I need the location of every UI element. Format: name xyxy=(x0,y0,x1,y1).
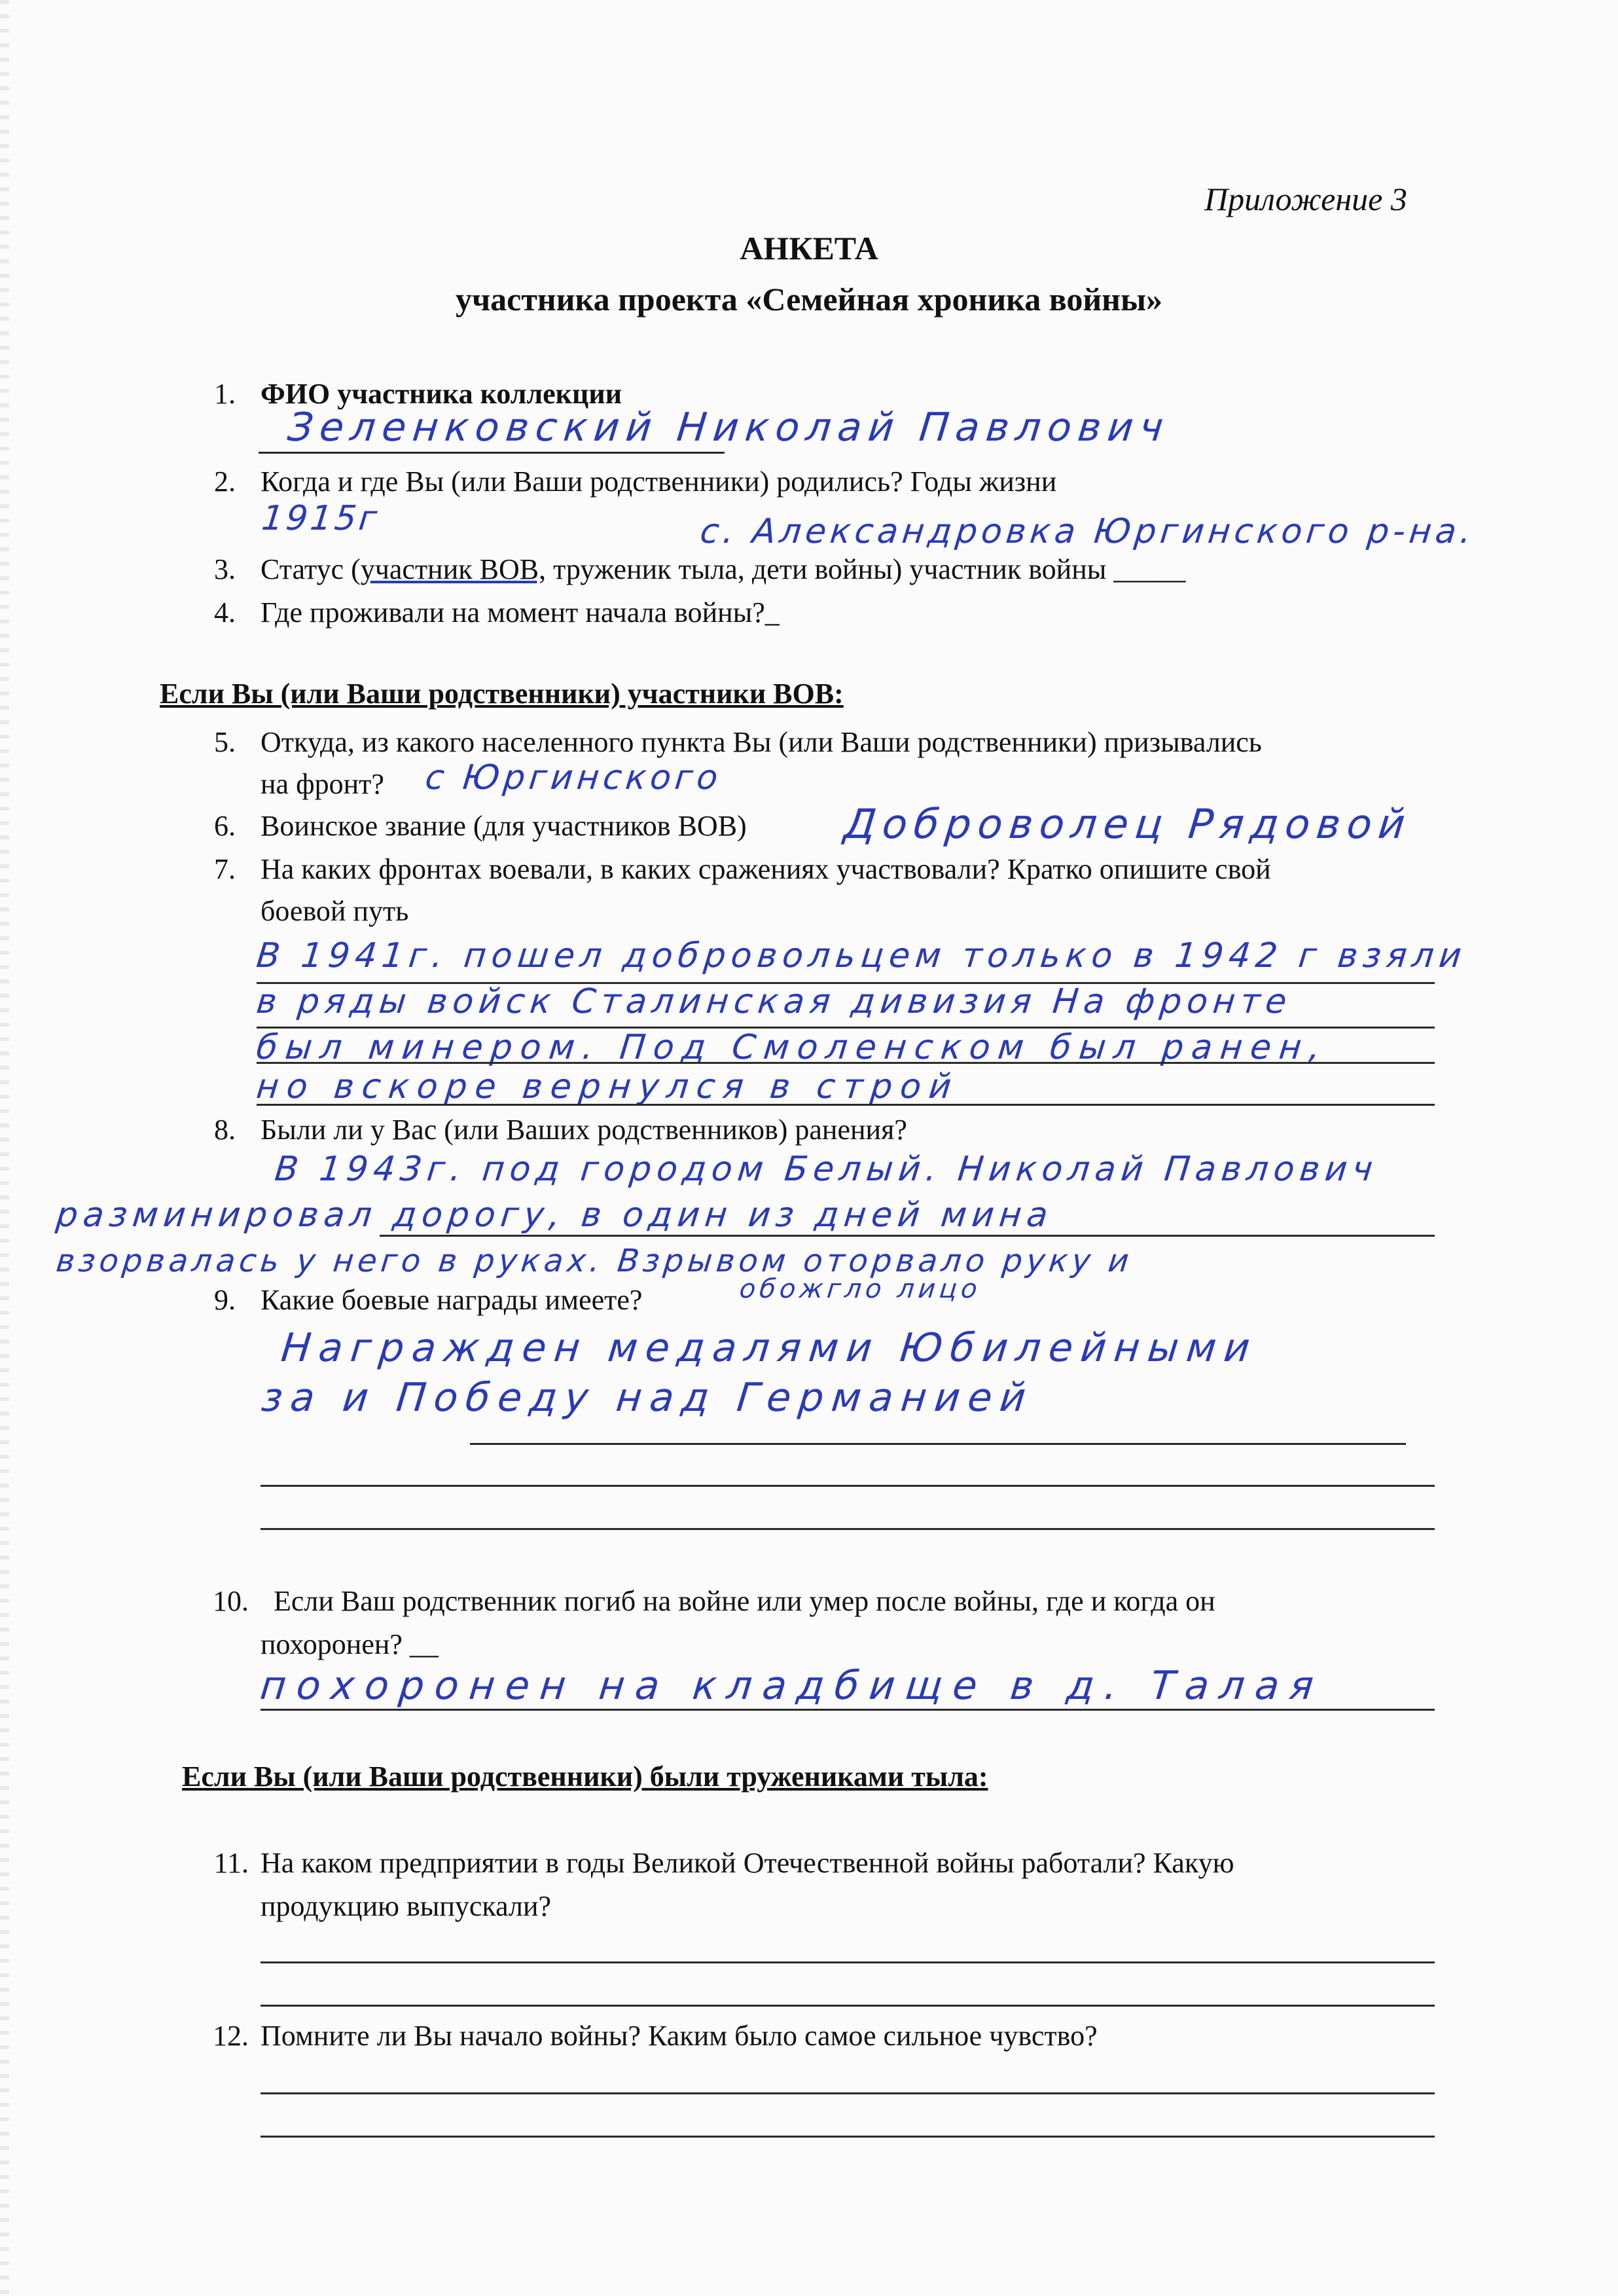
question-number: 4. xyxy=(214,596,236,629)
answer-line xyxy=(261,2092,1435,2094)
answer-line xyxy=(261,1528,1435,1530)
question-5-line2: на фронт? xyxy=(261,768,384,800)
question-3-pre: Статус ( xyxy=(261,553,361,585)
answer-line xyxy=(380,1235,1435,1237)
answer-line xyxy=(261,1961,1435,1963)
question-5-line1: Откуда, из какого населенного пункта Вы (или Ваши родственники) призывались xyxy=(261,726,1262,758)
appendix-label: Приложение 3 xyxy=(1204,181,1407,217)
status-selected: участник ВОВ, xyxy=(360,553,547,585)
answer-line xyxy=(261,1485,1435,1487)
question-7-line2: боевой путь xyxy=(261,895,409,927)
answer-name: Зеленковский Николай Павлович xyxy=(285,405,1172,450)
section-home-front: Если Вы (или Ваши родственники) были тружениками тыла: xyxy=(182,1760,988,1793)
question-8-text: Были ли у Вас (или Ваших родственников) ранения? xyxy=(261,1114,907,1146)
question-number: 8. xyxy=(214,1114,236,1146)
page-title: АНКЕТА xyxy=(740,230,878,266)
answer-wounds-line: разминировал дорогу, в один из дней мина xyxy=(54,1195,1055,1235)
question-number: 6. xyxy=(214,810,236,842)
answer-line xyxy=(259,452,725,454)
question-7-line1: На каких фронтах воевали, в каких сражениях участвовали? Кратко опишите свой xyxy=(261,853,1271,885)
section-veterans: Если Вы (или Ваши родственники) участники ВОВ: xyxy=(160,678,844,710)
scan-edge xyxy=(0,0,9,2296)
question-3-text xyxy=(261,553,1185,587)
answer-path-line: в ряды войск Сталинская дивизия На фронте xyxy=(254,982,1294,1021)
question-6-text: Воинское звание (для участников ВОВ) xyxy=(261,810,747,842)
question-2-text: Когда и где Вы (или Ваши родственники) родились? Годы жизни xyxy=(261,465,1057,498)
question-number: 7. xyxy=(214,853,236,885)
question-4-text: Где проживали на момент начала войны?_ xyxy=(261,596,780,629)
answer-line xyxy=(261,2136,1435,2138)
question-number: 9. xyxy=(214,1284,236,1316)
question-number: 1. xyxy=(214,378,236,410)
question-10-line2: похоронен? __ xyxy=(261,1628,439,1660)
answer-line xyxy=(470,1443,1406,1445)
question-number: 3. xyxy=(214,553,236,585)
question-9-text: Какие боевые награды имеете? xyxy=(261,1284,643,1316)
answer-line xyxy=(261,2005,1435,2007)
question-number: 11. xyxy=(213,1847,249,1879)
answer-burial: похоронен на кладбище в д. Талая xyxy=(258,1663,1327,1709)
question-number: 5. xyxy=(214,726,236,758)
answer-birth-place: с. Александровка Юргинского р-на. xyxy=(698,512,1477,551)
answer-line xyxy=(257,1104,1435,1106)
answer-path-line: В 1941г. пошел добровольцем только в 1942 г взяли xyxy=(254,936,1469,975)
answer-drafted-from: с Юргинского xyxy=(423,758,724,797)
question-1-text: ФИО участника коллекции xyxy=(261,378,622,410)
answer-birth-year: 1915г xyxy=(259,499,382,538)
question-number: 2. xyxy=(214,465,236,498)
page-subtitle: участника проекта «Семейная хроника войны» xyxy=(455,281,1163,318)
answer-awards-line: за и Победу над Германией xyxy=(259,1375,1036,1421)
question-10-line1: Если Ваш родственник погиб на войне или умер после войны, где и когда он xyxy=(274,1585,1215,1617)
answer-wounds-line: обожгло лицо xyxy=(738,1274,983,1304)
answer-path-line: но вскоре вернулся в строй xyxy=(254,1067,962,1106)
question-3-post: труженик тыла, дети войны) участник войны _____ xyxy=(546,553,1186,585)
question-11-line2: продукцию выпускали? xyxy=(261,1890,552,1922)
question-number: 12. xyxy=(213,2020,249,2052)
answer-awards-line: Награжден медалями Юбилейными xyxy=(279,1325,1260,1371)
answer-line xyxy=(261,1709,1435,1711)
answer-wounds-line: взорвалась у него в руках. Взрывом оторвало руку и xyxy=(54,1243,1135,1279)
question-12-text: Помните ли Вы начало войны? Каким было самое сильное чувство? xyxy=(261,2020,1098,2052)
question-11-line1: На каком предприятии в годы Великой Отечественной войны работали? Какую xyxy=(261,1847,1234,1879)
answer-line xyxy=(257,1062,1435,1064)
answer-path-line: был минером. Под Смоленском был ранен, xyxy=(254,1028,1330,1067)
answer-wounds-line: В 1943г. под городом Белый. Николай Павлович xyxy=(272,1150,1380,1189)
question-number: 10. xyxy=(213,1585,249,1617)
answer-rank: Доброволец Рядовой xyxy=(842,800,1414,848)
